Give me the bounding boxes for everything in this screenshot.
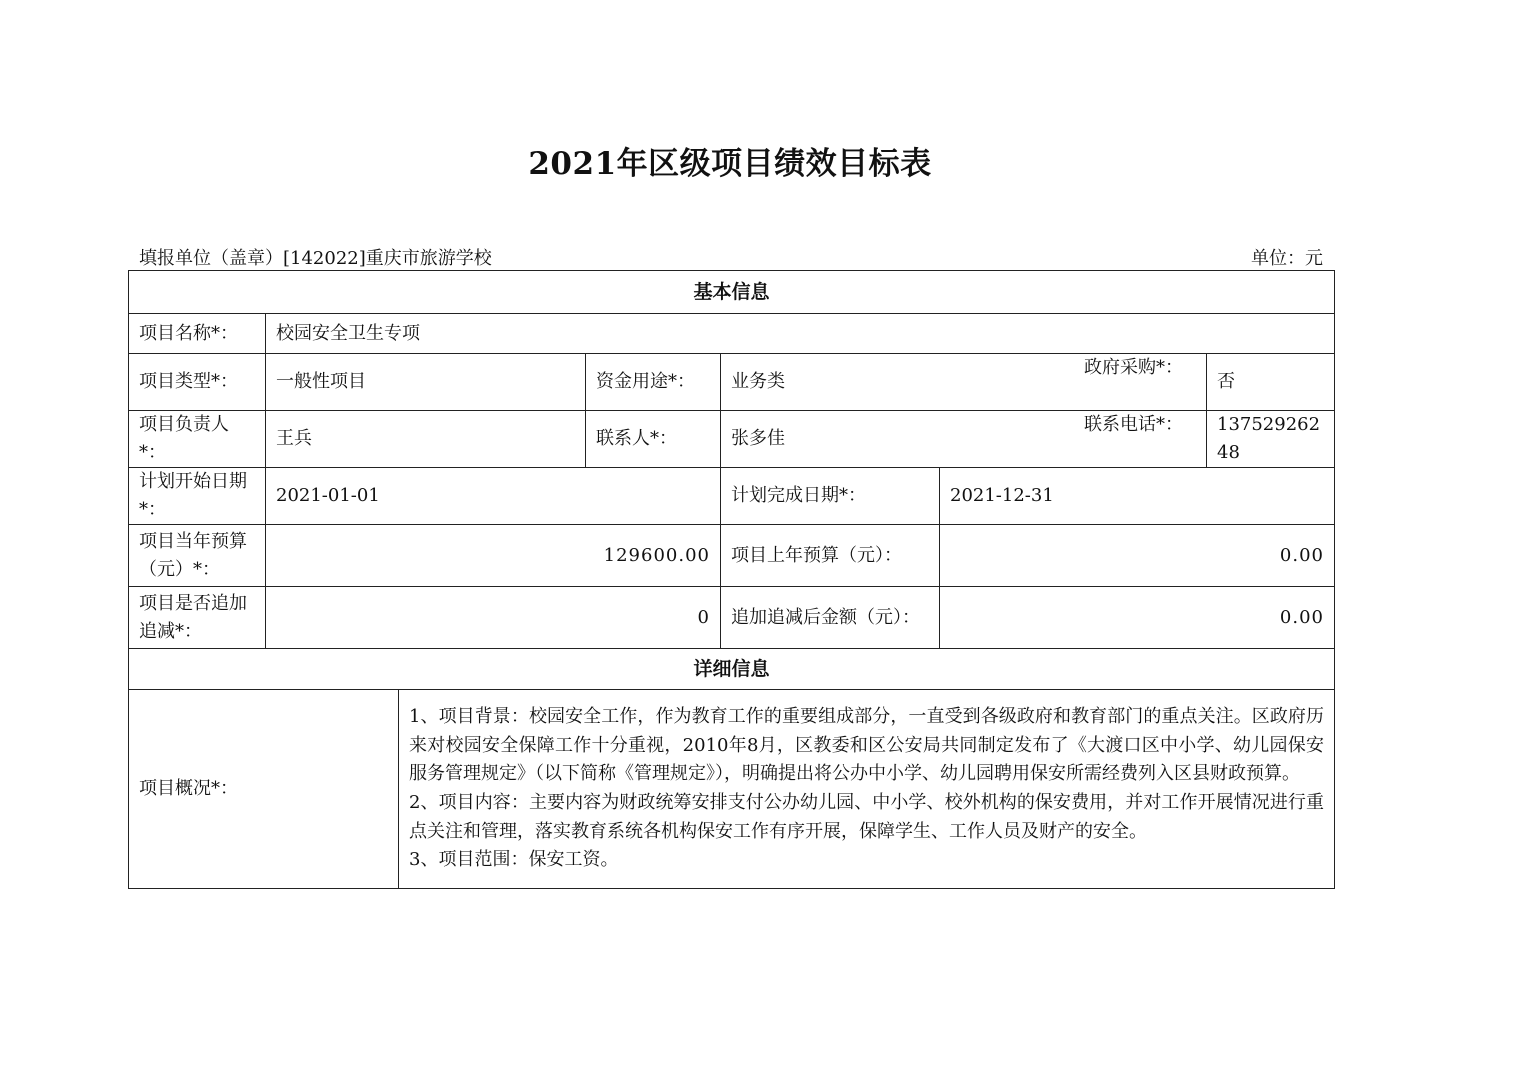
budget-current-label: 项目当年预算（元）*： (129, 525, 266, 587)
project-name-value: 校园安全卫生专项 (266, 314, 1335, 354)
budget-current-value: 129600.00 (266, 525, 721, 587)
adjusted-value: 0 (266, 587, 721, 649)
section-detail-info: 详细信息 (129, 649, 1335, 690)
project-name-label: 项目名称*： (129, 314, 266, 354)
project-leader-label: 项目负责人*： (129, 411, 266, 468)
gov-procurement-label: 政府采购*： (1084, 357, 1183, 378)
currency-unit: 单位：元 (1251, 248, 1323, 269)
performance-table (128, 270, 1335, 889)
section-basic-info: 基本信息 (129, 271, 1335, 314)
fund-usage-text: 业务类 (731, 371, 785, 392)
contact-person-text: 张多佳 (731, 428, 785, 449)
project-leader-value: 王兵 (266, 411, 586, 468)
overview-scope: 3、项目范围：保安工资。 (409, 849, 619, 871)
plan-end-value: 2021-12-31 (940, 468, 1335, 525)
overview-content-text: 2、项目内容：主要内容为财政统筹安排支付公办幼儿园、中小学、校外机构的保安费用，并对工作开展情况进行重点关注和管理，落实教育系统各机构保安工作有序开展，保障学生、工作人员及财产的安全。 (409, 792, 1324, 842)
overview-label: 项目概况*： (129, 690, 399, 889)
adjusted-amount-label: 追加追减后金额（元）： (721, 587, 940, 649)
adjusted-amount-value: 0.00 (940, 587, 1335, 649)
gov-procurement-value: 否 (1207, 354, 1335, 411)
form-meta (139, 244, 1323, 270)
overview-content (399, 690, 1335, 889)
plan-start-label: 计划开始日期*： (129, 468, 266, 525)
contact-phone-label: 联系电话*： (1084, 414, 1183, 435)
contact-phone-value: 13752926248 (1207, 411, 1335, 468)
budget-last-label: 项目上年预算（元）： (721, 525, 940, 587)
page-title: 2021年区级项目绩效目标表 (528, 146, 932, 182)
plan-start-value: 2021-01-01 (266, 468, 721, 525)
fund-usage-label: 资金用途*： (586, 354, 721, 411)
unit-filler: 填报单位（盖章）[142022]重庆市旅游学校 (139, 248, 492, 269)
adjusted-label: 项目是否追加追减*： (129, 587, 266, 649)
fund-usage-value (721, 354, 1207, 411)
budget-last-value: 0.00 (940, 525, 1335, 587)
plan-end-label: 计划完成日期*： (721, 468, 940, 525)
overview-background: 1、项目背景：校园安全工作，作为教育工作的重要组成部分，一直受到各级政府和教育部门的重点关注。区政府历来对校园安全保障工作十分重视，2010年8月，区教委和区公安局共同制定发布了《大渡口区中小学、幼儿园保安服务管理规定》（以下简称《管理规定》），明确提出将公办中小学、幼儿园聘用保安所需经费列入区县财政预算。 (409, 706, 1324, 785)
project-type-label: 项目类型*： (129, 354, 266, 411)
contact-person-label: 联系人*： (586, 411, 721, 468)
contact-person-value (721, 411, 1207, 468)
project-type-value: 一般性项目 (266, 354, 586, 411)
